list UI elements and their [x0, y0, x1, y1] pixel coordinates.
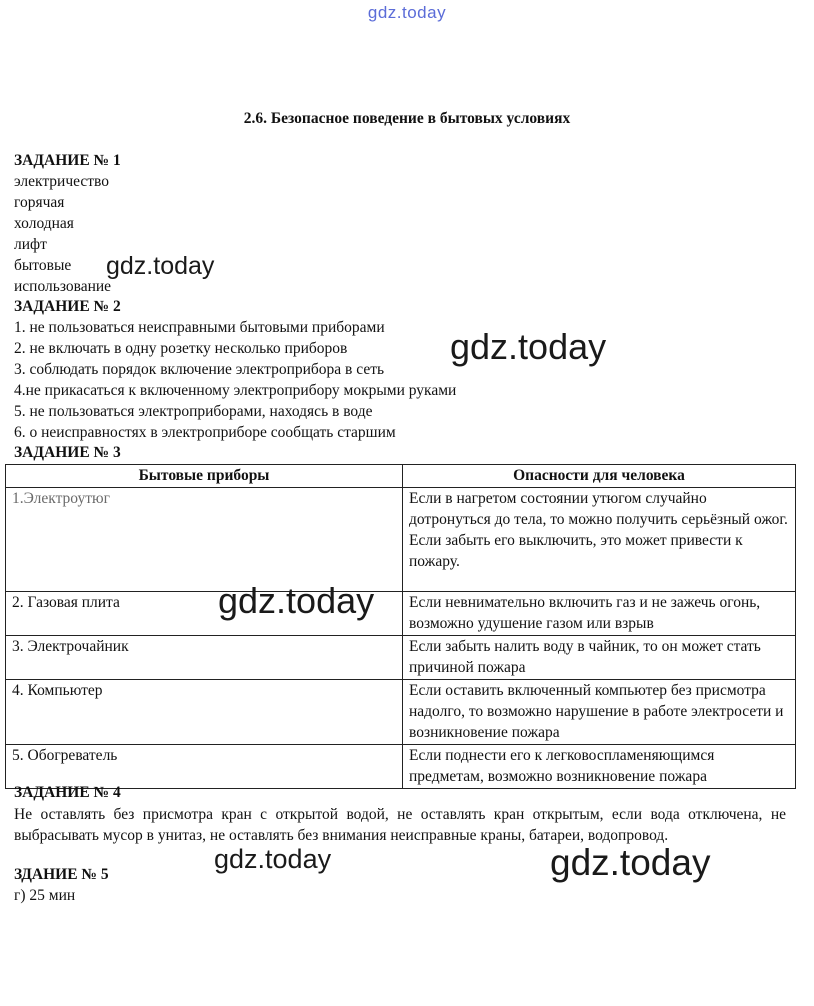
task1-item: лифт	[14, 236, 47, 253]
danger-cell: Если невнимательно включить газ и не зажечь огонь, возможно удушение газом или взрыв	[403, 592, 796, 636]
watermark: gdz.today	[214, 844, 332, 874]
device-cell: 4. Компьютер	[6, 680, 403, 745]
table-row	[6, 636, 796, 680]
watermark: gdz.today	[218, 580, 375, 621]
watermark: gdz.today	[450, 326, 607, 367]
task1-item: холодная	[14, 215, 74, 232]
task1-item: горячая	[14, 194, 65, 211]
danger-cell: Если оставить включенный компьютер без присмотра надолго, то возможно нарушение в работе электросети и возникновение пожара	[403, 680, 796, 745]
watermark: gdz.today	[106, 252, 215, 280]
device-cell: 1.Электроутюг	[6, 488, 403, 592]
task4-heading: ЗАДАНИЕ № 4	[14, 784, 121, 801]
table-row	[6, 488, 796, 592]
table-row	[6, 680, 796, 745]
task4-text: Не оставлять без присмотра кран с открытой водой, не оставлять кран открытым, если вода отключена, не выбрасывать мусор в унитаз, не оставлять без внимания неисправные краны, батареи, водопровод.	[14, 806, 786, 844]
danger-cell: Если забыть налить воду в чайник, то он может стать причиной пожара	[403, 636, 796, 680]
task2-heading: ЗАДАНИЕ № 2	[14, 298, 121, 315]
table-row	[6, 592, 796, 636]
task1-item: электричество	[14, 173, 109, 190]
top-watermark: gdz.today	[367, 3, 447, 22]
watermark: gdz.today	[550, 842, 711, 883]
column-header-devices: Бытовые приборы	[6, 465, 403, 488]
device-cell: 3. Электрочайник	[6, 636, 403, 680]
device-cell: 5. Обогреватель	[6, 745, 403, 789]
page-title: 2.6. Безопасное поведение в бытовых условиях	[243, 110, 571, 127]
task5-heading: ЗДАНИЕ № 5	[14, 866, 109, 883]
task2-item: 2. не включать в одну розетку несколько приборов	[14, 340, 348, 357]
table-header-row	[6, 465, 796, 488]
task2-item: 5. не пользоваться электроприборами, находясь в воде	[14, 403, 373, 420]
device-cell: 2. Газовая плита	[6, 592, 403, 636]
task5-answer: г) 25 мин	[14, 887, 76, 904]
task2-item: 3. соблюдать порядок включение электроприбора в сеть	[14, 361, 385, 378]
column-header-dangers: Опасности для человека	[403, 465, 796, 488]
task3-heading: ЗАДАНИЕ № 3	[14, 444, 121, 461]
task2-item: 1. не пользоваться неисправными бытовыми приборами	[14, 319, 385, 336]
task1-heading: ЗАДАНИЕ № 1	[14, 152, 121, 169]
danger-cell: Если в нагретом состоянии утюгом случайно дотронуться до тела, то можно получить серьёзный ожог. Если забыть его выключить, это может привести к пожару.	[403, 488, 796, 592]
danger-cell: Если поднести его к легковоспламеняющимся предметам, возможно возникновение пожара	[403, 745, 796, 789]
task2-item: 4.не прикасаться к включенному электроприбору мокрыми руками	[14, 382, 457, 399]
task2-item: 6. о неисправностях в электроприборе сообщать старшим	[14, 424, 396, 441]
devices-table	[5, 464, 796, 789]
task1-item: использование	[14, 278, 112, 295]
table-row	[6, 745, 796, 789]
task1-item: бытовые	[14, 257, 72, 274]
